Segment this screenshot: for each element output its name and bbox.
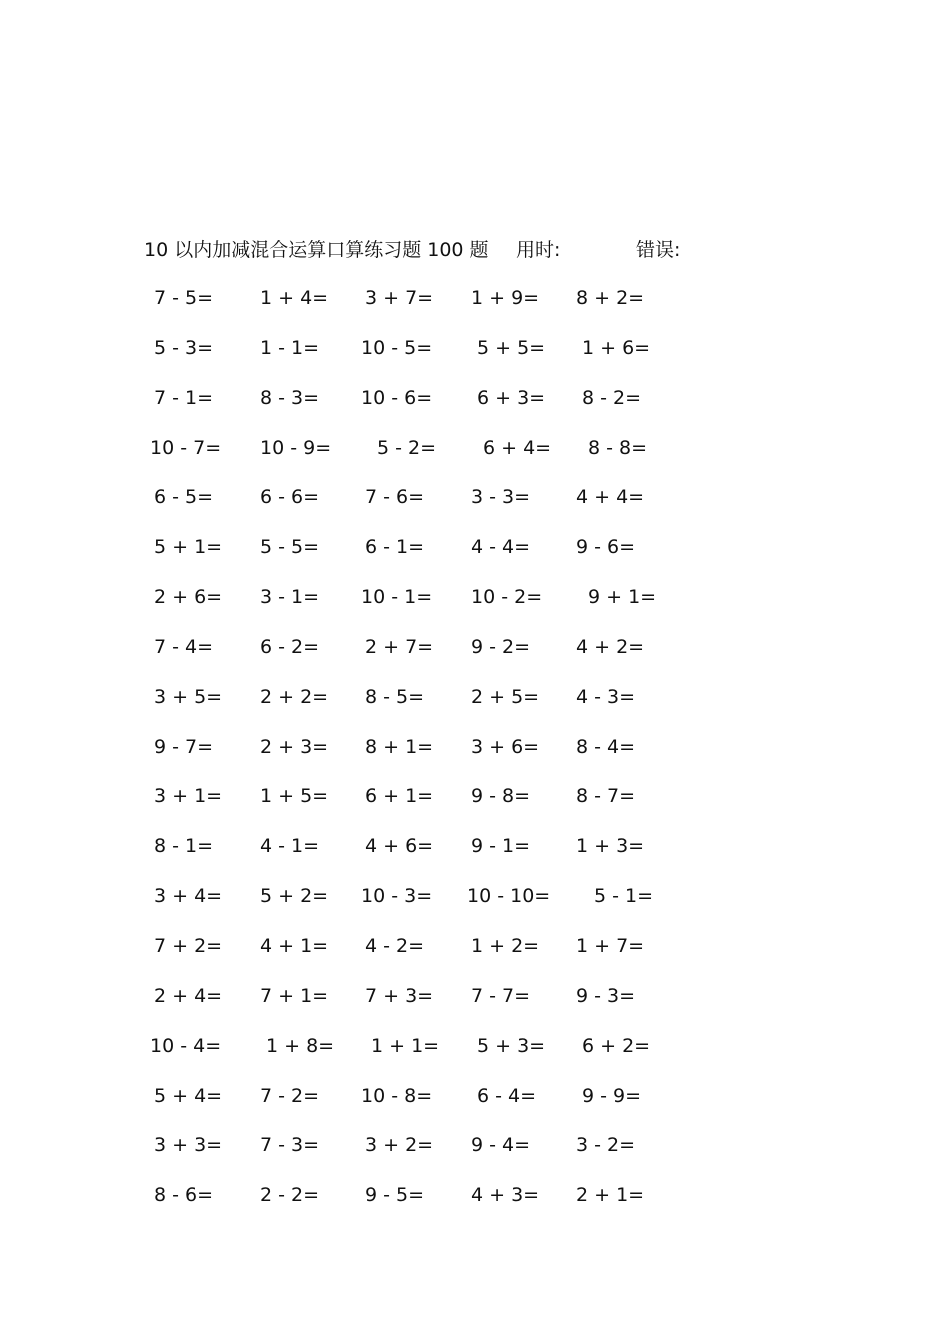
arithmetic-problem: 1 + 8= [266,1034,335,1057]
arithmetic-problem: 5 - 2= [377,436,437,459]
arithmetic-problem: 9 - 9= [582,1084,642,1107]
arithmetic-problem: 4 + 1= [260,934,329,957]
problem-row [150,334,710,384]
arithmetic-problem: 3 + 2= [365,1134,434,1157]
arithmetic-problem: 4 + 3= [471,1184,540,1207]
arithmetic-problem: 6 - 6= [260,486,320,509]
arithmetic-problem: 1 + 2= [471,934,540,957]
arithmetic-problem: 7 + 3= [365,984,434,1007]
arithmetic-problem: 4 + 4= [576,486,645,509]
problem-row [150,434,710,484]
arithmetic-problem: 7 - 7= [471,984,531,1007]
arithmetic-problem: 6 - 1= [365,536,425,559]
problem-row [150,583,710,633]
arithmetic-problem: 1 + 6= [582,336,651,359]
arithmetic-problem: 9 - 7= [154,735,214,758]
problem-row [150,1082,710,1132]
arithmetic-problem: 5 - 5= [260,536,320,559]
arithmetic-problem: 9 - 5= [365,1184,425,1207]
arithmetic-problem: 7 - 2= [260,1084,320,1107]
problem-row [150,633,710,683]
problem-row [150,932,710,982]
problem-row [150,284,710,334]
arithmetic-problem: 2 - 2= [260,1184,320,1207]
arithmetic-problem: 7 - 3= [260,1134,320,1157]
arithmetic-problem: 10 - 8= [361,1084,433,1107]
arithmetic-problem: 4 - 2= [365,934,425,957]
arithmetic-problem: 8 + 1= [365,735,434,758]
arithmetic-problem: 10 - 6= [361,386,433,409]
problem-row [150,733,710,783]
problem-row [150,782,710,832]
arithmetic-problem: 7 - 6= [365,486,425,509]
arithmetic-problem: 9 - 3= [576,984,636,1007]
arithmetic-problem: 7 - 1= [154,386,214,409]
arithmetic-problem: 5 - 1= [594,885,654,908]
arithmetic-problem: 2 + 7= [365,635,434,658]
arithmetic-problem: 7 - 4= [154,635,214,658]
arithmetic-problem: 8 - 4= [576,735,636,758]
error-count-label: 错误: [636,239,681,261]
arithmetic-problem: 1 + 5= [260,785,329,808]
arithmetic-problem: 8 + 2= [576,287,645,309]
arithmetic-problem: 6 - 4= [477,1084,537,1107]
arithmetic-problem: 8 - 1= [154,835,214,858]
worksheet-title: 10 以内加减混合运算口算练习题 100 题 [144,239,489,261]
arithmetic-problem: 10 - 1= [361,586,433,609]
arithmetic-problem: 8 - 3= [260,386,320,409]
arithmetic-problem: 3 + 5= [154,685,223,708]
arithmetic-problem: 3 + 7= [365,287,434,309]
worksheet-header [144,236,844,264]
arithmetic-problem: 4 - 4= [471,536,531,559]
arithmetic-problem: 4 - 3= [576,685,636,708]
arithmetic-problem: 6 + 1= [365,785,434,808]
arithmetic-problem: 3 + 4= [154,885,223,908]
arithmetic-problem: 6 - 5= [154,486,214,509]
arithmetic-problem: 2 + 4= [154,984,223,1007]
arithmetic-problem: 10 - 9= [260,436,332,459]
arithmetic-problem: 8 - 2= [582,386,642,409]
arithmetic-problem: 2 + 6= [154,586,223,609]
arithmetic-problem: 6 + 2= [582,1034,651,1057]
arithmetic-problem: 5 + 3= [477,1034,546,1057]
arithmetic-problem: 6 + 4= [483,436,552,459]
arithmetic-problem: 2 + 1= [576,1184,645,1207]
problem-row [150,1032,710,1082]
arithmetic-problem: 8 - 5= [365,685,425,708]
problem-row [150,533,710,583]
arithmetic-problem: 9 - 1= [471,835,531,858]
time-used-label: 用时: [516,239,561,261]
arithmetic-problem: 10 - 5= [361,336,433,359]
arithmetic-problem: 10 - 2= [471,586,543,609]
arithmetic-problem: 1 + 4= [260,287,329,309]
arithmetic-problem: 3 - 3= [471,486,531,509]
problem-row [150,683,710,733]
problem-row [150,1181,710,1231]
arithmetic-problem: 10 - 3= [361,885,433,908]
arithmetic-problem: 5 + 5= [477,336,546,359]
arithmetic-problem: 3 - 1= [260,586,320,609]
arithmetic-problem: 9 - 6= [576,536,636,559]
arithmetic-problem: 7 + 1= [260,984,329,1007]
arithmetic-problem: 4 - 1= [260,835,320,858]
problem-row [150,982,710,1032]
arithmetic-problem: 10 - 7= [150,436,222,459]
arithmetic-problem: 3 + 3= [154,1134,223,1157]
arithmetic-problem: 5 + 2= [260,885,329,908]
arithmetic-problem: 3 + 1= [154,785,223,808]
arithmetic-problem: 3 + 6= [471,735,540,758]
arithmetic-problem: 8 - 6= [154,1184,214,1207]
arithmetic-problem: 3 - 2= [576,1134,636,1157]
arithmetic-problem: 1 - 1= [260,336,320,359]
arithmetic-problem: 1 + 3= [576,835,645,858]
arithmetic-problem: 1 + 9= [471,287,540,309]
arithmetic-problem: 10 - 4= [150,1034,222,1057]
arithmetic-problem: 5 - 3= [154,336,214,359]
problem-row [150,384,710,434]
problem-row [150,832,710,882]
arithmetic-problem: 8 - 7= [576,785,636,808]
arithmetic-problem: 9 + 1= [588,586,657,609]
arithmetic-problem: 2 + 5= [471,685,540,708]
arithmetic-problem: 4 + 6= [365,835,434,858]
arithmetic-problem: 7 - 5= [154,287,214,309]
arithmetic-problem: 6 + 3= [477,386,546,409]
arithmetic-problem: 8 - 8= [588,436,648,459]
arithmetic-problem: 1 + 7= [576,934,645,957]
arithmetic-problem: 5 + 4= [154,1084,223,1107]
arithmetic-problem: 4 + 2= [576,635,645,658]
arithmetic-problem: 10 - 10= [467,885,551,908]
arithmetic-problem: 9 - 4= [471,1134,531,1157]
arithmetic-problem: 6 - 2= [260,635,320,658]
problem-row [150,483,710,533]
problem-row [150,1131,710,1181]
arithmetic-problem: 5 + 1= [154,536,223,559]
arithmetic-problem: 9 - 8= [471,785,531,808]
arithmetic-problem: 1 + 1= [371,1034,440,1057]
arithmetic-problem: 9 - 2= [471,635,531,658]
problem-row [150,882,710,932]
arithmetic-problem: 7 + 2= [154,934,223,957]
arithmetic-problem: 2 + 3= [260,735,329,758]
arithmetic-problem: 2 + 2= [260,685,329,708]
problem-grid [150,284,710,1231]
